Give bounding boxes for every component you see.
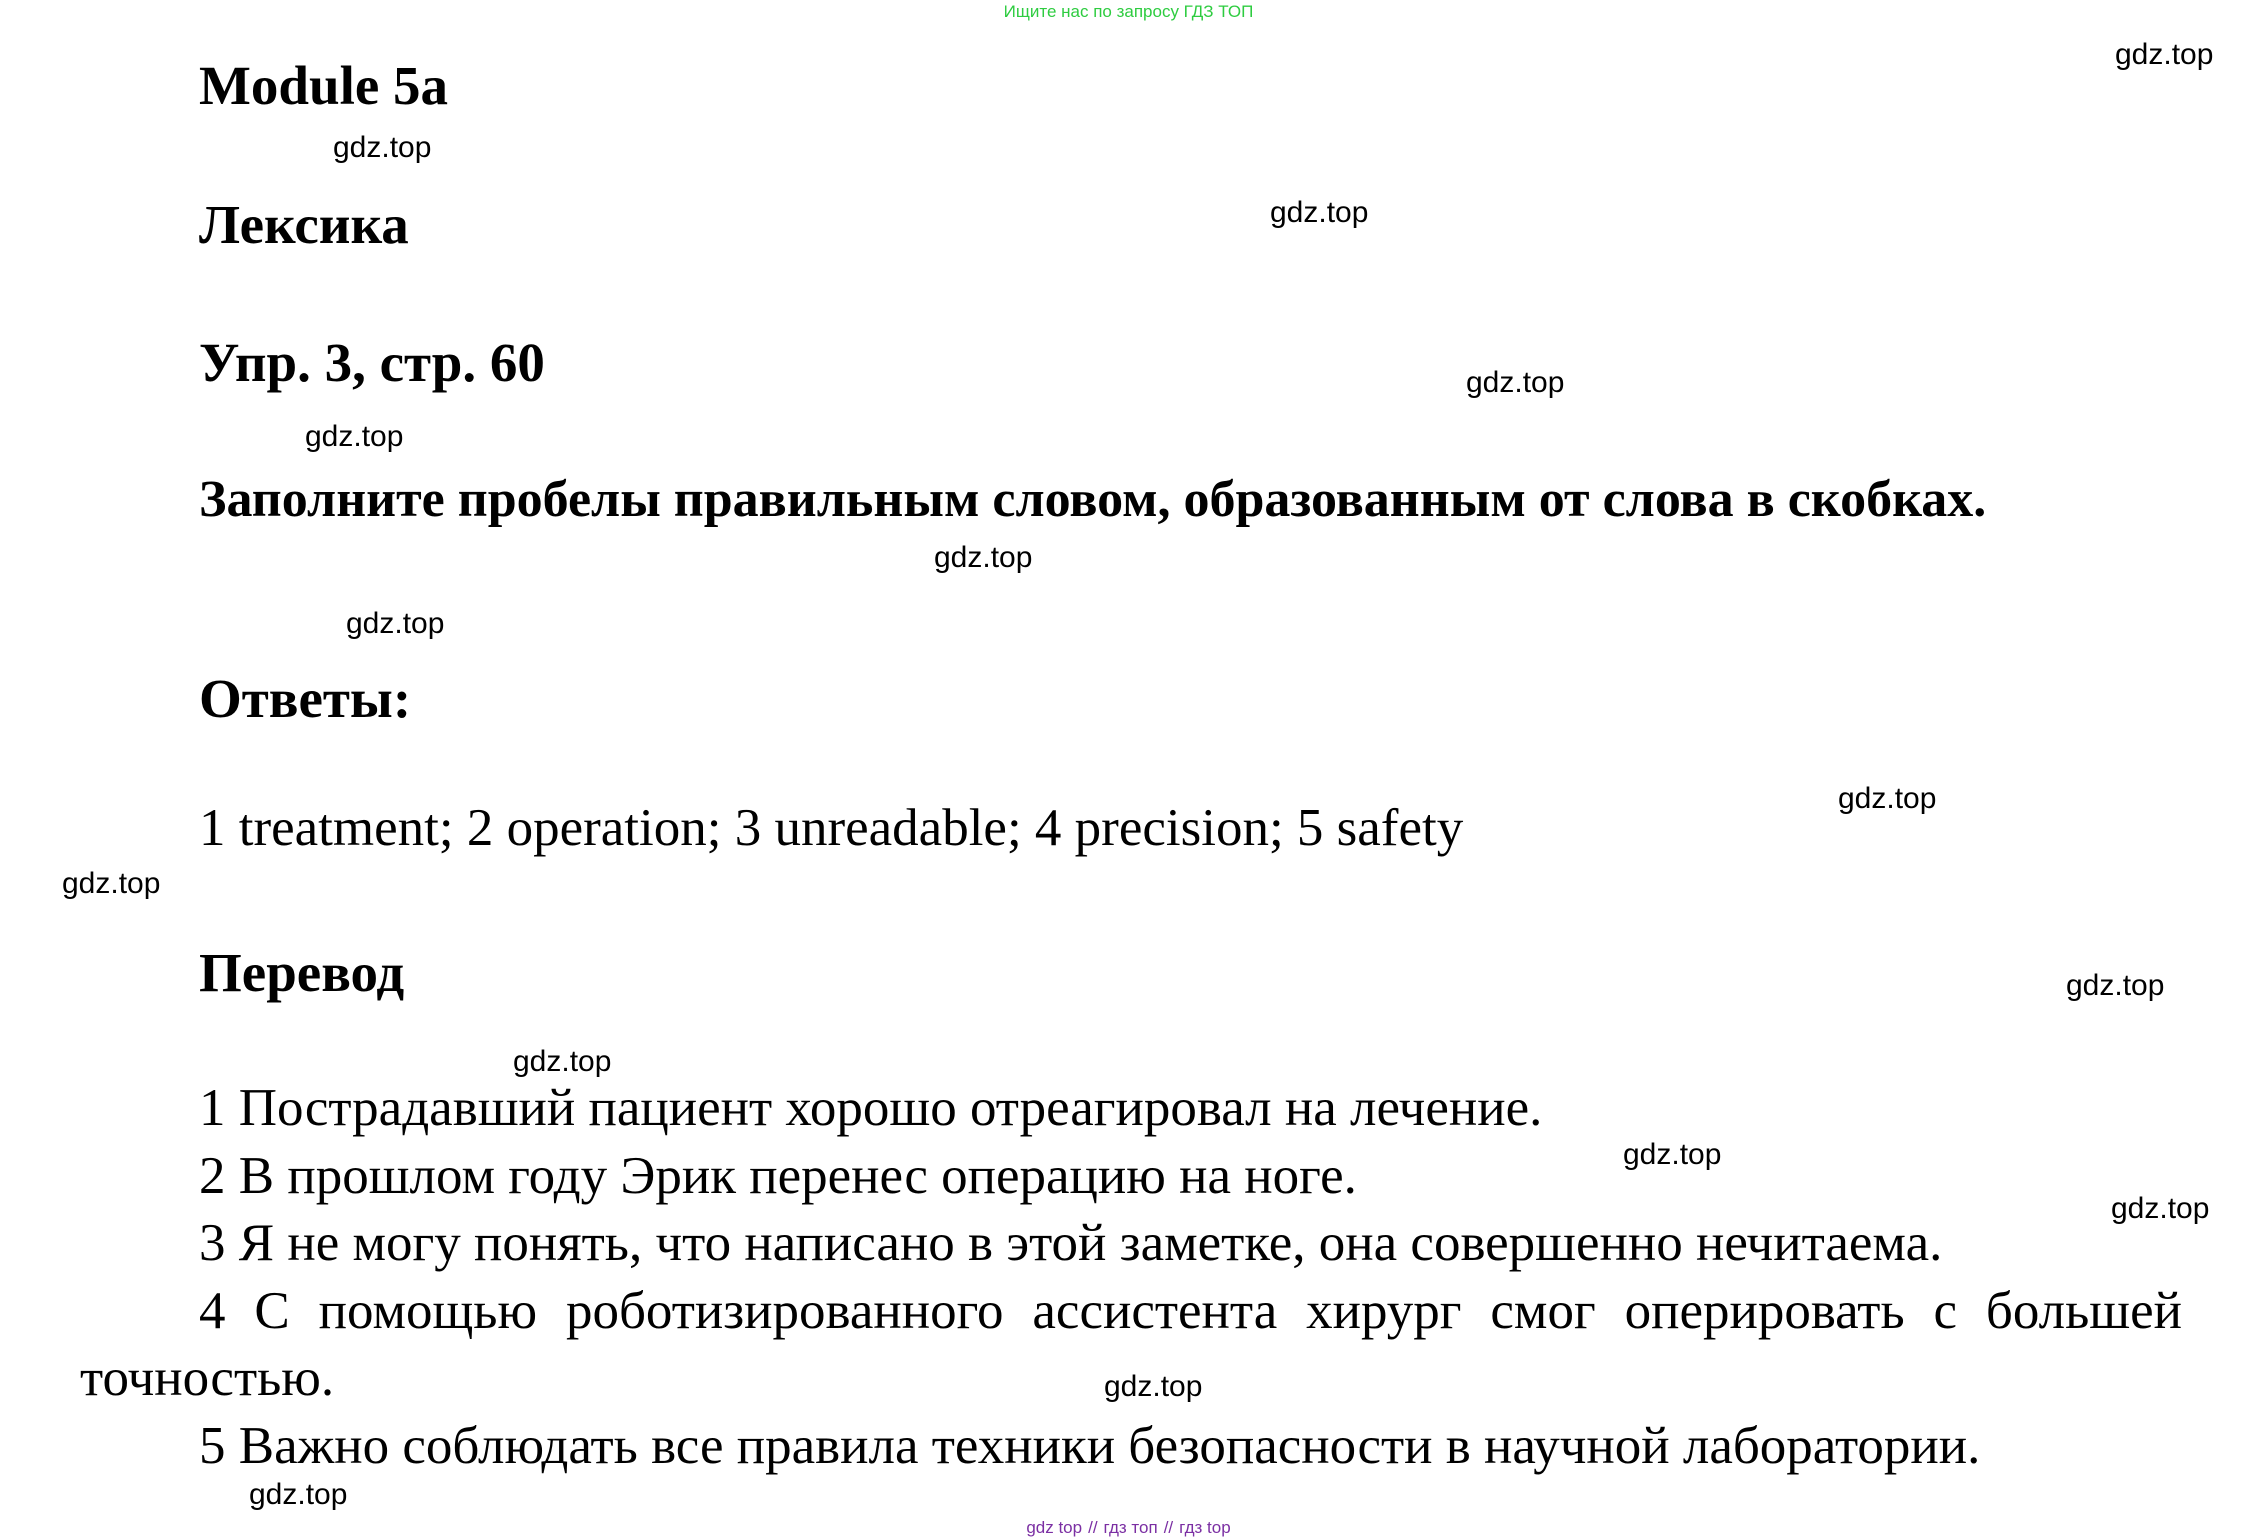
watermark: gdz.top bbox=[62, 867, 161, 900]
watermark: gdz.top bbox=[249, 1478, 348, 1511]
answers-title: Ответы: bbox=[199, 668, 412, 729]
exercise-title: Упр. 3, стр. 60 bbox=[199, 332, 545, 393]
banner-separator: // bbox=[1088, 1518, 1098, 1537]
watermark: gdz.top bbox=[2111, 1192, 2210, 1225]
banner-separator: // bbox=[1163, 1518, 1174, 1537]
module-title: Module 5a bbox=[199, 55, 449, 116]
watermark: gdz.top bbox=[1270, 196, 1369, 229]
bottom-banner-link[interactable]: gdz top bbox=[1026, 1518, 1083, 1537]
bottom-banner-link[interactable]: гдз топ bbox=[1103, 1518, 1158, 1537]
translation-item-2: 2 В прошлом году Эрик перенес операцию на ноге. bbox=[199, 1146, 1357, 1205]
watermark: gdz.top bbox=[1623, 1138, 1722, 1171]
watermark: gdz.top bbox=[513, 1045, 612, 1078]
top-banner-link[interactable]: Ищите нас по запросу ГДЗ ТОП bbox=[1003, 2, 1254, 21]
bottom-banner bbox=[0, 1518, 2257, 1538]
watermark: gdz.top bbox=[333, 131, 432, 164]
watermark: gdz.top bbox=[934, 541, 1033, 574]
translation-item-3: 3 Я не могу понять, что написано в этой заметке, она совершенно нечитаема. bbox=[199, 1214, 1943, 1272]
bottom-banner-link[interactable]: гдз top bbox=[1179, 1518, 1231, 1537]
translation-item-1: 1 Пострадавший пациент хорошо отреагировал на лечение. bbox=[199, 1079, 1543, 1137]
watermark: gdz.top bbox=[1104, 1370, 1203, 1403]
watermark: gdz.top bbox=[305, 420, 404, 453]
watermark: gdz.top bbox=[2115, 38, 2214, 71]
task-instruction: Заполните пробелы правильным словом, образованным от слова в скобках. bbox=[199, 471, 1987, 528]
watermark: gdz.top bbox=[2066, 969, 2165, 1002]
watermark: gdz.top bbox=[346, 607, 445, 640]
translation-item-5: 5 Важно соблюдать все правила техники безопасности в научной лаборатории. bbox=[199, 1416, 1981, 1475]
translation-list bbox=[80, 1075, 2182, 1480]
section-title: Лексика bbox=[199, 194, 409, 255]
translation-item-4: 4 С помощью роботизированного ассистента хирург смог оперировать с большей точностью. bbox=[80, 1281, 2182, 1407]
translation-title: Перевод bbox=[199, 942, 405, 1003]
watermark: gdz.top bbox=[1466, 366, 1565, 399]
answers-text: 1 treatment; 2 operation; 3 unreadable; 4 precision; 5 safety bbox=[199, 799, 1464, 857]
watermark: gdz.top bbox=[1838, 782, 1937, 815]
